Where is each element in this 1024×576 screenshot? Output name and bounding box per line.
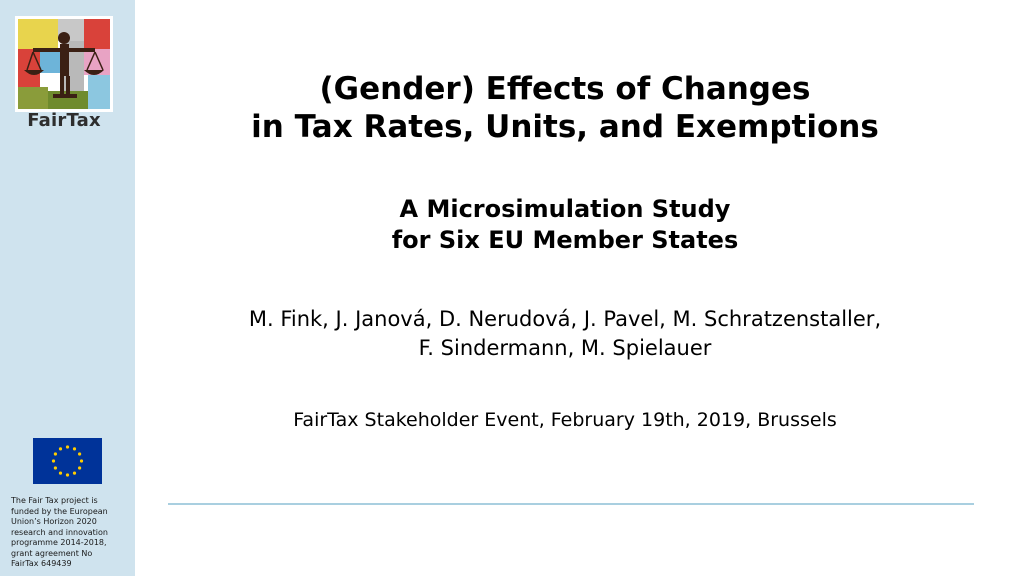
funding-line: grant agreement No <box>11 548 93 558</box>
fairtax-logo-icon <box>15 16 113 112</box>
funding-line: The Fair Tax project is <box>11 496 98 505</box>
title-line: (Gender) Effects of Changes <box>319 71 811 107</box>
funding-line: research and innovation <box>11 527 108 537</box>
funding-note <box>11 496 127 570</box>
funding-line: Union’s Horizon 2020 <box>11 517 97 526</box>
author-line: F. Sindermann, M. Spielauer <box>418 336 712 360</box>
funding-line: programme 2014-2018, <box>11 538 107 547</box>
slide-subtitle <box>170 194 960 256</box>
author-list <box>150 305 980 363</box>
title-line: in Tax Rates, Units, and Exemptions <box>251 109 879 145</box>
subtitle-line: A Microsimulation Study <box>399 195 731 223</box>
sidebar <box>0 0 135 576</box>
event-info: FairTax Stakeholder Event, February 19th, 2019, Brussels <box>293 409 837 431</box>
divider <box>168 503 974 505</box>
funding-line: FairTax 649439 <box>11 559 72 568</box>
eu-flag-icon <box>33 438 102 484</box>
funding-line: funded by the European <box>11 506 108 516</box>
subtitle-line: for Six EU Member States <box>391 226 739 254</box>
slide-title <box>170 70 960 146</box>
logo-text: FairTax <box>27 110 101 131</box>
author-line: M. Fink, J. Janová, D. Nerudová, J. Pavel, M. Schratzenstaller, <box>248 307 882 331</box>
